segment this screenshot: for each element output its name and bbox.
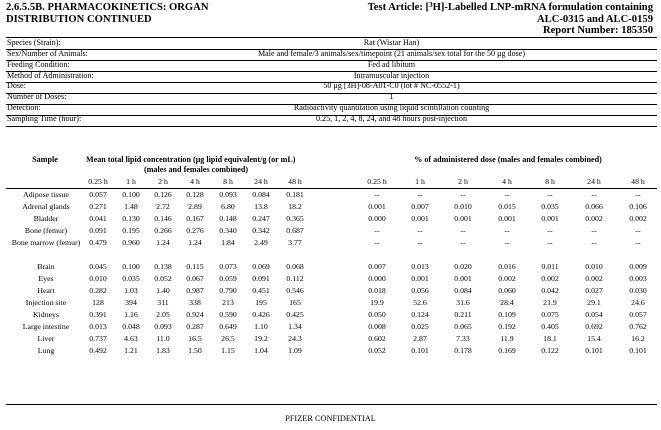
concentration-cell: 13.8 bbox=[254, 202, 268, 211]
concentration-cell: 213 bbox=[222, 298, 234, 307]
concentration-cell: 165 bbox=[289, 298, 301, 307]
concentration-cell: 0.100 bbox=[122, 190, 140, 199]
concentration-cell: 0.687 bbox=[286, 226, 304, 235]
meta-row-sampling bbox=[6, 114, 657, 125]
concentration-cell: 0.148 bbox=[219, 214, 237, 223]
percent-dose-cell: 0.000 bbox=[368, 214, 386, 223]
percent-dose-cell: 0.192 bbox=[498, 322, 516, 331]
percent-dose-cell: 0.692 bbox=[585, 322, 603, 331]
percent-dose-cell: 0.002 bbox=[585, 274, 603, 283]
concentration-cell: 0.010 bbox=[89, 274, 107, 283]
percent-dose-cell: 0.122 bbox=[541, 346, 559, 355]
percent-dose-cell: 0.169 bbox=[498, 346, 516, 355]
percent-dose-cell: 16.2 bbox=[631, 334, 645, 343]
sample-name: Large intestine bbox=[22, 322, 70, 331]
percent-dose-cell: -- bbox=[591, 190, 597, 199]
pct-timepoint-header: 8 h bbox=[545, 177, 555, 186]
meta-value: 1 bbox=[389, 92, 394, 102]
concentration-cell: 0.138 bbox=[154, 262, 172, 271]
concentration-cell: 0.073 bbox=[219, 262, 237, 271]
meta-value: Intramuscular injection bbox=[353, 70, 430, 80]
sample-name: Adrenal glands bbox=[22, 202, 70, 211]
percent-dose-cell: 0.027 bbox=[585, 286, 603, 295]
percent-dose-cell: 0.001 bbox=[498, 214, 516, 223]
percent-dose-cell: 0.178 bbox=[454, 346, 472, 355]
percent-dose-cell: 0.084 bbox=[454, 286, 472, 295]
meta-row-number-doses bbox=[6, 92, 657, 103]
percent-dose-cell: 0.007 bbox=[411, 202, 429, 211]
concentration-cell: 0.100 bbox=[122, 262, 140, 271]
meta-label: Sampling Time (hour): bbox=[7, 113, 82, 123]
percent-dose-cell: 0.009 bbox=[629, 262, 647, 271]
concentration-cell: 0.987 bbox=[186, 286, 204, 295]
percent-dose-cell: -- bbox=[374, 238, 380, 247]
sample-name: Bladder bbox=[33, 214, 59, 223]
percent-dose-cell: 0.042 bbox=[541, 286, 559, 295]
concentration-cell: 0.282 bbox=[89, 286, 107, 295]
concentration-cell: 0.069 bbox=[252, 262, 270, 271]
concentration-cell: 16.5 bbox=[188, 334, 202, 343]
percent-dose-cell: -- bbox=[417, 190, 423, 199]
test-article-prefix: Test Article: [ bbox=[367, 2, 430, 13]
percent-dose-cell: -- bbox=[374, 190, 380, 199]
concentration-cell: 195 bbox=[255, 298, 267, 307]
pct-timepoint-header: 4 h bbox=[502, 177, 512, 186]
section-heading bbox=[6, 2, 266, 25]
concentration-cell: 0.146 bbox=[154, 214, 172, 223]
percent-dose-cell: 0.030 bbox=[629, 286, 647, 295]
concentration-cell: 0.924 bbox=[186, 310, 204, 319]
percent-dose-cell: -- bbox=[591, 238, 597, 247]
concentration-cell: 0.045 bbox=[89, 262, 107, 271]
concentration-cell: 2.49 bbox=[254, 238, 268, 247]
concentration-cell: 0.013 bbox=[89, 322, 107, 331]
concentration-cell: 1.15 bbox=[221, 346, 235, 355]
meta-label: Sex/Number of Animals: bbox=[7, 48, 88, 58]
sample-name: Bone marrow (femur) bbox=[11, 238, 81, 247]
concentration-cell: 1.24 bbox=[188, 238, 202, 247]
percent-dose-cell: 15.4 bbox=[587, 334, 601, 343]
concentration-cell: 3.77 bbox=[288, 238, 302, 247]
meta-value: Rat (Wistar Han) bbox=[363, 38, 420, 47]
percent-dose-cell: -- bbox=[417, 238, 423, 247]
pct-timepoint-header: 1 h bbox=[415, 177, 425, 186]
percent-dose-group-header: % of administered dose (males and females combined) bbox=[414, 155, 602, 164]
concentration-cell: 4.63 bbox=[124, 334, 138, 343]
concentration-cell: 338 bbox=[189, 298, 201, 307]
percent-dose-cell: 19.9 bbox=[370, 298, 384, 307]
test-article-line2: ALC-0315 and ALC-0159 bbox=[537, 13, 653, 25]
conc-timepoint-header: 4 h bbox=[190, 177, 200, 186]
percent-dose-cell: 0.010 bbox=[585, 262, 603, 271]
percent-dose-cell: 0.056 bbox=[411, 286, 429, 295]
percent-dose-cell: 0.124 bbox=[411, 310, 429, 319]
meta-label: Species (Strain): bbox=[7, 38, 61, 47]
confidential-footer: PFIZER CONFIDENTIAL bbox=[285, 414, 376, 423]
meta-label: Number of Doses: bbox=[7, 92, 67, 102]
percent-dose-cell: -- bbox=[635, 238, 641, 247]
concentration-cell: 1.48 bbox=[124, 202, 138, 211]
percent-dose-cell: 11.9 bbox=[500, 334, 514, 343]
percent-dose-cell: 0.065 bbox=[454, 322, 472, 331]
meta-label: Dose: bbox=[7, 81, 26, 91]
percent-dose-cell: 0.020 bbox=[454, 262, 472, 271]
concentration-cell: 0.425 bbox=[286, 310, 304, 319]
percent-dose-cell: 0.050 bbox=[368, 310, 386, 319]
concentration-cell: 0.276 bbox=[186, 226, 204, 235]
sample-column-header: Sample bbox=[32, 155, 58, 164]
concentration-cell: 0.093 bbox=[154, 322, 172, 331]
concentration-cell: 1.34 bbox=[288, 322, 302, 331]
study-metadata bbox=[6, 38, 657, 125]
meta-row-detection bbox=[6, 103, 657, 114]
concentration-cell: 0.195 bbox=[122, 226, 140, 235]
percent-dose-cell: 0.052 bbox=[368, 346, 386, 355]
concentration-cell: 0.067 bbox=[186, 274, 204, 283]
concentration-cell: 0.426 bbox=[252, 310, 270, 319]
sample-name: Lung bbox=[37, 346, 55, 355]
concentration-cell: 0.340 bbox=[219, 226, 237, 235]
concentration-cell: 0.247 bbox=[252, 214, 270, 223]
concentration-group-header bbox=[86, 155, 356, 174]
concentration-cell: 0.059 bbox=[219, 274, 237, 283]
percent-dose-cell: 0.060 bbox=[498, 286, 516, 295]
concentration-cell: 0.093 bbox=[219, 190, 237, 199]
test-article-heading bbox=[253, 2, 653, 37]
concentration-cell: 0.048 bbox=[122, 322, 140, 331]
concentration-cell: 6.80 bbox=[221, 202, 235, 211]
concentration-cell: 0.266 bbox=[154, 226, 172, 235]
concentration-cell: 1.50 bbox=[188, 346, 202, 355]
percent-dose-cell: 0.602 bbox=[368, 334, 386, 343]
conc-timepoint-header: 1 h bbox=[126, 177, 136, 186]
percent-dose-cell: -- bbox=[374, 226, 380, 235]
pct-timepoint-header: 0.25 h bbox=[367, 177, 387, 186]
sample-name: Liver bbox=[37, 334, 55, 343]
meta-value: Male and female/3 animals/sex/timepoint (21 animals/sex total for the 50 μg dose) bbox=[257, 48, 526, 58]
concentration-cell: 24.3 bbox=[288, 334, 302, 343]
percent-dose-cell: 0.007 bbox=[368, 262, 386, 271]
percent-dose-cell: 2.87 bbox=[413, 334, 427, 343]
percent-dose-cell: 21.9 bbox=[543, 298, 557, 307]
percent-dose-cell: 31.6 bbox=[456, 298, 470, 307]
percent-dose-cell: 0.405 bbox=[541, 322, 559, 331]
concentration-header-line2: (males and females combined) bbox=[144, 164, 249, 174]
percent-dose-cell: -- bbox=[417, 226, 423, 235]
meta-value: 50 μg [3H]-08-A01-C0 (lot # NC-0552-1) bbox=[323, 81, 460, 91]
concentration-cell: 0.271 bbox=[89, 202, 107, 211]
concentration-cell: 2.72 bbox=[156, 202, 170, 211]
conc-timepoint-header: 24 h bbox=[254, 177, 268, 186]
percent-dose-cell: 0.002 bbox=[498, 274, 516, 283]
meta-label: Method of Administration: bbox=[7, 70, 94, 80]
concentration-cell: 19.2 bbox=[254, 334, 268, 343]
concentration-cell: 0.035 bbox=[122, 274, 140, 283]
concentration-cell: 0.365 bbox=[286, 214, 304, 223]
percent-dose-cell: -- bbox=[635, 226, 641, 235]
percent-dose-cell: -- bbox=[460, 190, 466, 199]
meta-label: Detection: bbox=[7, 103, 41, 113]
sample-name: Injection site bbox=[25, 298, 67, 307]
sample-name: Brain bbox=[37, 262, 55, 271]
percent-dose-cell: -- bbox=[460, 238, 466, 247]
concentration-cell: 0.091 bbox=[89, 226, 107, 235]
concentration-cell: 0.112 bbox=[286, 274, 304, 283]
percent-dose-cell: 0.001 bbox=[454, 274, 472, 283]
pct-timepoint-header: 24 h bbox=[587, 177, 601, 186]
concentration-cell: 1.03 bbox=[124, 286, 138, 295]
percent-dose-cell: 7.33 bbox=[456, 334, 470, 343]
percent-dose-cell: 0.016 bbox=[498, 262, 516, 271]
concentration-cell: 0.790 bbox=[219, 286, 237, 295]
percent-dose-cell: 0.101 bbox=[411, 346, 429, 355]
concentration-cell: 0.546 bbox=[286, 286, 304, 295]
concentration-cell: 0.181 bbox=[286, 190, 304, 199]
concentration-cell: 0.479 bbox=[89, 238, 107, 247]
percent-dose-cell: 0.057 bbox=[629, 310, 647, 319]
percent-dose-cell: 0.002 bbox=[541, 274, 559, 283]
percent-dose-cell: 0.025 bbox=[411, 322, 429, 331]
concentration-cell: 394 bbox=[125, 298, 137, 307]
percent-dose-cell: 0.109 bbox=[498, 310, 516, 319]
conc-timepoint-header: 2 h bbox=[158, 177, 168, 186]
concentration-cell: 0.041 bbox=[89, 214, 107, 223]
percent-dose-cell: 0.010 bbox=[454, 202, 472, 211]
test-article-rest: H]-Labelled LNP-mRNA formulation containing bbox=[432, 2, 653, 13]
concentration-cell: 1.10 bbox=[254, 322, 268, 331]
percent-dose-cell: 0.101 bbox=[585, 346, 603, 355]
conc-timepoint-header: 8 h bbox=[223, 177, 233, 186]
conc-timepoint-header: 48 h bbox=[288, 177, 302, 186]
percent-dose-cell: 29.1 bbox=[587, 298, 601, 307]
percent-dose-cell: -- bbox=[591, 226, 597, 235]
percent-dose-cell: 0.001 bbox=[411, 214, 429, 223]
percent-dose-cell: 0.002 bbox=[585, 214, 603, 223]
sample-name: Kidneys bbox=[33, 310, 59, 319]
concentration-cell: 0.091 bbox=[252, 274, 270, 283]
percent-dose-cell: -- bbox=[635, 190, 641, 199]
meta-row-dose bbox=[6, 81, 657, 92]
percent-dose-cell: -- bbox=[460, 226, 466, 235]
percent-dose-cell: 52.6 bbox=[413, 298, 427, 307]
concentration-cell: 0.128 bbox=[186, 190, 204, 199]
concentration-cell: 1.09 bbox=[288, 346, 302, 355]
percent-dose-cell: 0.000 bbox=[368, 274, 386, 283]
concentration-cell: 0.391 bbox=[89, 310, 107, 319]
concentration-cell: 0.960 bbox=[122, 238, 140, 247]
test-article-superscript: 3 bbox=[429, 1, 433, 9]
percent-dose-cell: -- bbox=[547, 190, 553, 199]
percent-dose-cell: 0.211 bbox=[454, 310, 472, 319]
percent-dose-cell: 0.002 bbox=[629, 214, 647, 223]
percent-dose-cell: 18.1 bbox=[543, 334, 557, 343]
meta-value: Radioactivity quantitation using liquid scintillation counting bbox=[293, 103, 490, 113]
concentration-cell: 0.342 bbox=[252, 226, 270, 235]
percent-dose-cell: 0.035 bbox=[541, 202, 559, 211]
sample-name: Heart bbox=[37, 286, 55, 295]
sample-name: Bone (femur) bbox=[24, 226, 68, 235]
table-header-rule bbox=[6, 188, 657, 189]
concentration-cell: 2.89 bbox=[188, 202, 202, 211]
percent-dose-cell: 0.001 bbox=[411, 274, 429, 283]
percent-dose-cell: 0.001 bbox=[541, 214, 559, 223]
concentration-cell: 1.04 bbox=[254, 346, 268, 355]
concentration-cell: 0.167 bbox=[186, 214, 204, 223]
concentration-cell: 0.126 bbox=[154, 190, 172, 199]
concentration-cell: 11.0 bbox=[156, 334, 170, 343]
percent-dose-cell: 0.762 bbox=[629, 322, 647, 331]
report-number: Report Number: 185350 bbox=[542, 25, 653, 36]
percent-dose-cell: -- bbox=[504, 190, 510, 199]
percent-dose-cell: 0.011 bbox=[541, 262, 559, 271]
concentration-cell: 0.287 bbox=[186, 322, 204, 331]
sample-name: Eyes bbox=[38, 274, 54, 283]
percent-dose-cell: 0.013 bbox=[411, 262, 429, 271]
percent-dose-cell: 0.075 bbox=[541, 310, 559, 319]
concentration-cell: 1.83 bbox=[156, 346, 170, 355]
concentration-cell: 128 bbox=[92, 298, 104, 307]
test-article-line1 bbox=[253, 2, 653, 14]
meta-row-species bbox=[6, 38, 657, 49]
percent-dose-cell: -- bbox=[547, 238, 553, 247]
concentration-cell: 18.2 bbox=[288, 202, 302, 211]
percent-dose-cell: 0.008 bbox=[368, 322, 386, 331]
meta-label: Feeding Condition: bbox=[7, 59, 70, 69]
concentration-cell: 0.492 bbox=[89, 346, 107, 355]
concentration-cell: 0.052 bbox=[154, 274, 172, 283]
percent-dose-cell: 0.066 bbox=[585, 202, 603, 211]
sample-name: Adipose tissue bbox=[23, 190, 69, 199]
percent-dose-cell: 0.018 bbox=[368, 286, 386, 295]
meta-value: Fed ad libitum bbox=[367, 59, 416, 69]
pct-timepoint-header: 2 h bbox=[458, 177, 468, 186]
concentration-cell: 0.068 bbox=[286, 262, 304, 271]
concentration-cell: 26.5 bbox=[221, 334, 235, 343]
concentration-cell: 0.451 bbox=[252, 286, 270, 295]
meta-rule bbox=[6, 126, 657, 127]
percent-dose-cell: 0.001 bbox=[368, 202, 386, 211]
concentration-cell: 1.24 bbox=[156, 238, 170, 247]
concentration-cell: 0.649 bbox=[219, 322, 237, 331]
percent-dose-cell: 0.003 bbox=[629, 274, 647, 283]
concentration-cell: 1.21 bbox=[124, 346, 138, 355]
percent-dose-cell: 0.015 bbox=[498, 202, 516, 211]
meta-row-feeding bbox=[6, 60, 657, 71]
bottom-rule bbox=[6, 404, 657, 405]
concentration-cell: 2.05 bbox=[156, 310, 170, 319]
meta-row-sex-number bbox=[6, 49, 657, 60]
concentration-cell: 1.40 bbox=[156, 286, 170, 295]
concentration-cell: 0.590 bbox=[219, 310, 237, 319]
meta-value: 0.25, 1, 2, 4, 8, 24, and 48 hours post-injection bbox=[315, 113, 468, 123]
percent-dose-cell: 28.4 bbox=[500, 298, 514, 307]
percent-dose-cell: -- bbox=[504, 226, 510, 235]
section-heading-line2: DISTRIBUTION CONTINUED bbox=[6, 13, 152, 25]
percent-dose-cell: -- bbox=[547, 226, 553, 235]
percent-dose-cell: 0.101 bbox=[629, 346, 647, 355]
concentration-cell: 0.084 bbox=[252, 190, 270, 199]
percent-dose-cell: 0.001 bbox=[454, 214, 472, 223]
percent-dose-cell: -- bbox=[504, 238, 510, 247]
concentration-cell: 1.84 bbox=[221, 238, 235, 247]
section-heading-line1: 2.6.5.5B. PHARMACOKINETICS: ORGAN bbox=[6, 2, 209, 13]
concentration-header-line1: Mean total lipid concentration (μg lipid equivalent/g (or mL) bbox=[86, 155, 296, 164]
concentration-cell: 1.16 bbox=[124, 310, 138, 319]
percent-dose-cell: 0.054 bbox=[585, 310, 603, 319]
concentration-cell: 0.115 bbox=[186, 262, 204, 271]
percent-dose-cell: 0.106 bbox=[629, 202, 647, 211]
concentration-cell: 0.737 bbox=[89, 334, 107, 343]
meta-row-method bbox=[6, 71, 657, 82]
percent-dose-cell: 24.6 bbox=[631, 298, 645, 307]
conc-timepoint-header: 0.25 h bbox=[88, 177, 108, 186]
concentration-cell: 311 bbox=[157, 298, 169, 307]
pct-timepoint-header: 48 h bbox=[631, 177, 645, 186]
concentration-cell: 0.130 bbox=[122, 214, 140, 223]
concentration-cell: 0.057 bbox=[89, 190, 107, 199]
